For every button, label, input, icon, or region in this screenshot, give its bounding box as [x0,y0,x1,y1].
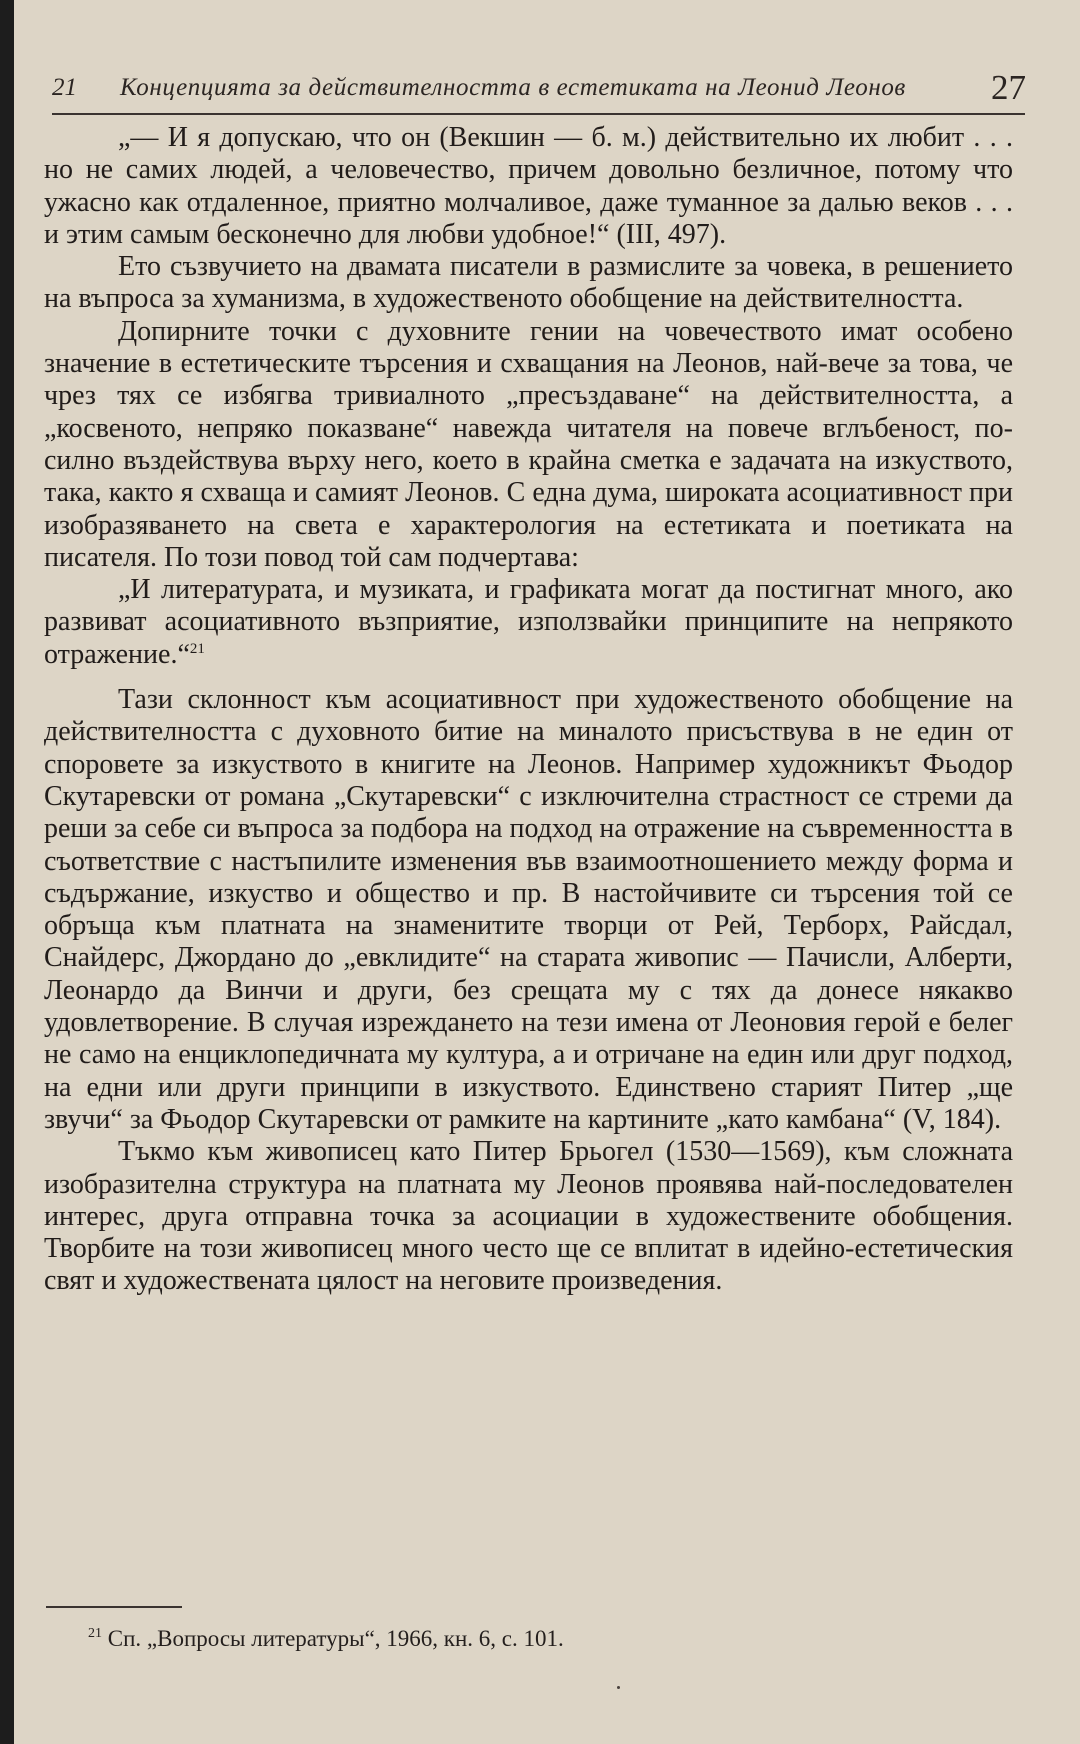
section-number: 21 [52,74,77,101]
quote-paragraph: „— И я допускаю, что он (Векшин — б. м.) действительно их любит . . . но не самих людей, а человечество, причем довольно безличное, потому что ужасно как отдаленное, приятно молчаливое, даже туманное за далью веков . . . и этим самым бесконечно для любви удобное!“ (III, 497). [44,122,1013,250]
header-rule [52,113,1025,115]
running-title: Концепцията за действителността в естетиката на Леонид Леонов [120,74,906,101]
paragraph: Ето съзвучието на двамата писатели в размислите за човека, в решението на въпроса за хуманизма, в художественото обобщение на действителността. [44,251,1013,315]
footnote-mark: 21 [88,1626,102,1641]
footnote-rule [46,1606,182,1608]
running-header [52,66,1026,110]
quote-paragraph: „И литературата, и музиката, и графиката могат да постигнат много, ако развиват асоциативното възприятие, използвайки принципите на непрякото отражение.“$^{21}$ [44,574,1013,670]
footnote-text: Сп. „Вопросы литературы“, 1966, кн. 6, с. 101. [107,1626,564,1651]
footnote-reference: 21 [189,640,205,657]
paragraph: Тази склонност към асоциативност при художественото обобщение на действителността с духовното битие на миналото присъствува в не един от споровете за изкуството в книгите на Леонов. Например художникът Фьодор Скутаревски от романа „Скутаревски“ с изключителна страстност се стреми да реши за себе си въпроса за подбора на подход на отражение на съвременността в съответствие с настъпилите изменения във взаимоотношението между форма и съдържание, изкуство и общество и пр. В настойчивите си търсения той се обръща към платната на знаменитите творци от Рей, Терборх, Райсдал, Снайдерс, Джордано до „евклидите“ на старата живопис — Пачисли, Алберти, Леонардо да Винчи и други, без срещата му с тях да донесе някакво удовлетворение. В случая изреждането на тези имена от Леоновия герой е белег не само на енциклопедичната му култура, а и отричане на един или друг подход, на едни или други принципи в изкуството. Единствено старият Питер „ще звучи“ за Фьодор Скутаревски от рамките на картините „като камбана“ (V, 184). [44,684,1013,1135]
book-page [14,0,1080,1744]
paragraph: Допирните точки с духовните гении на човечеството имат особено значение в естетическите търсения и схващания на Леонов, най-вече за това, че чрез тях се избягва тривиалното „пресъздаване“ на действителността, а „косвеното, непряко показване“ навежда читателя на повече вглъбеност, по-силно въздействува върху него, което в крайна сметка е задачата на изкуството, така, както я схваща и самият Леонов. С една дума, широката асоциативност при изобразяването на света е характерология на естетиката и поетиката на писателя. По този повод той сам подчертава: [44,315,1013,573]
page-number: 27 [991,68,1026,107]
footnote [88,1624,564,1654]
body-text [44,122,1013,1298]
paragraph: Тъкмо към живописец като Питер Брьогел (1530—1569), към сложната изобразителна структура на платната му Леонов проявява най-последователен интерес, друга отправна точка за асоциации в художествените обобщения. Творбите на този живописец много често ще се вплитат в идейно-естетическия свят и художествената цялост на неговите произведения. [44,1136,1013,1297]
page-mark [617,1686,620,1689]
